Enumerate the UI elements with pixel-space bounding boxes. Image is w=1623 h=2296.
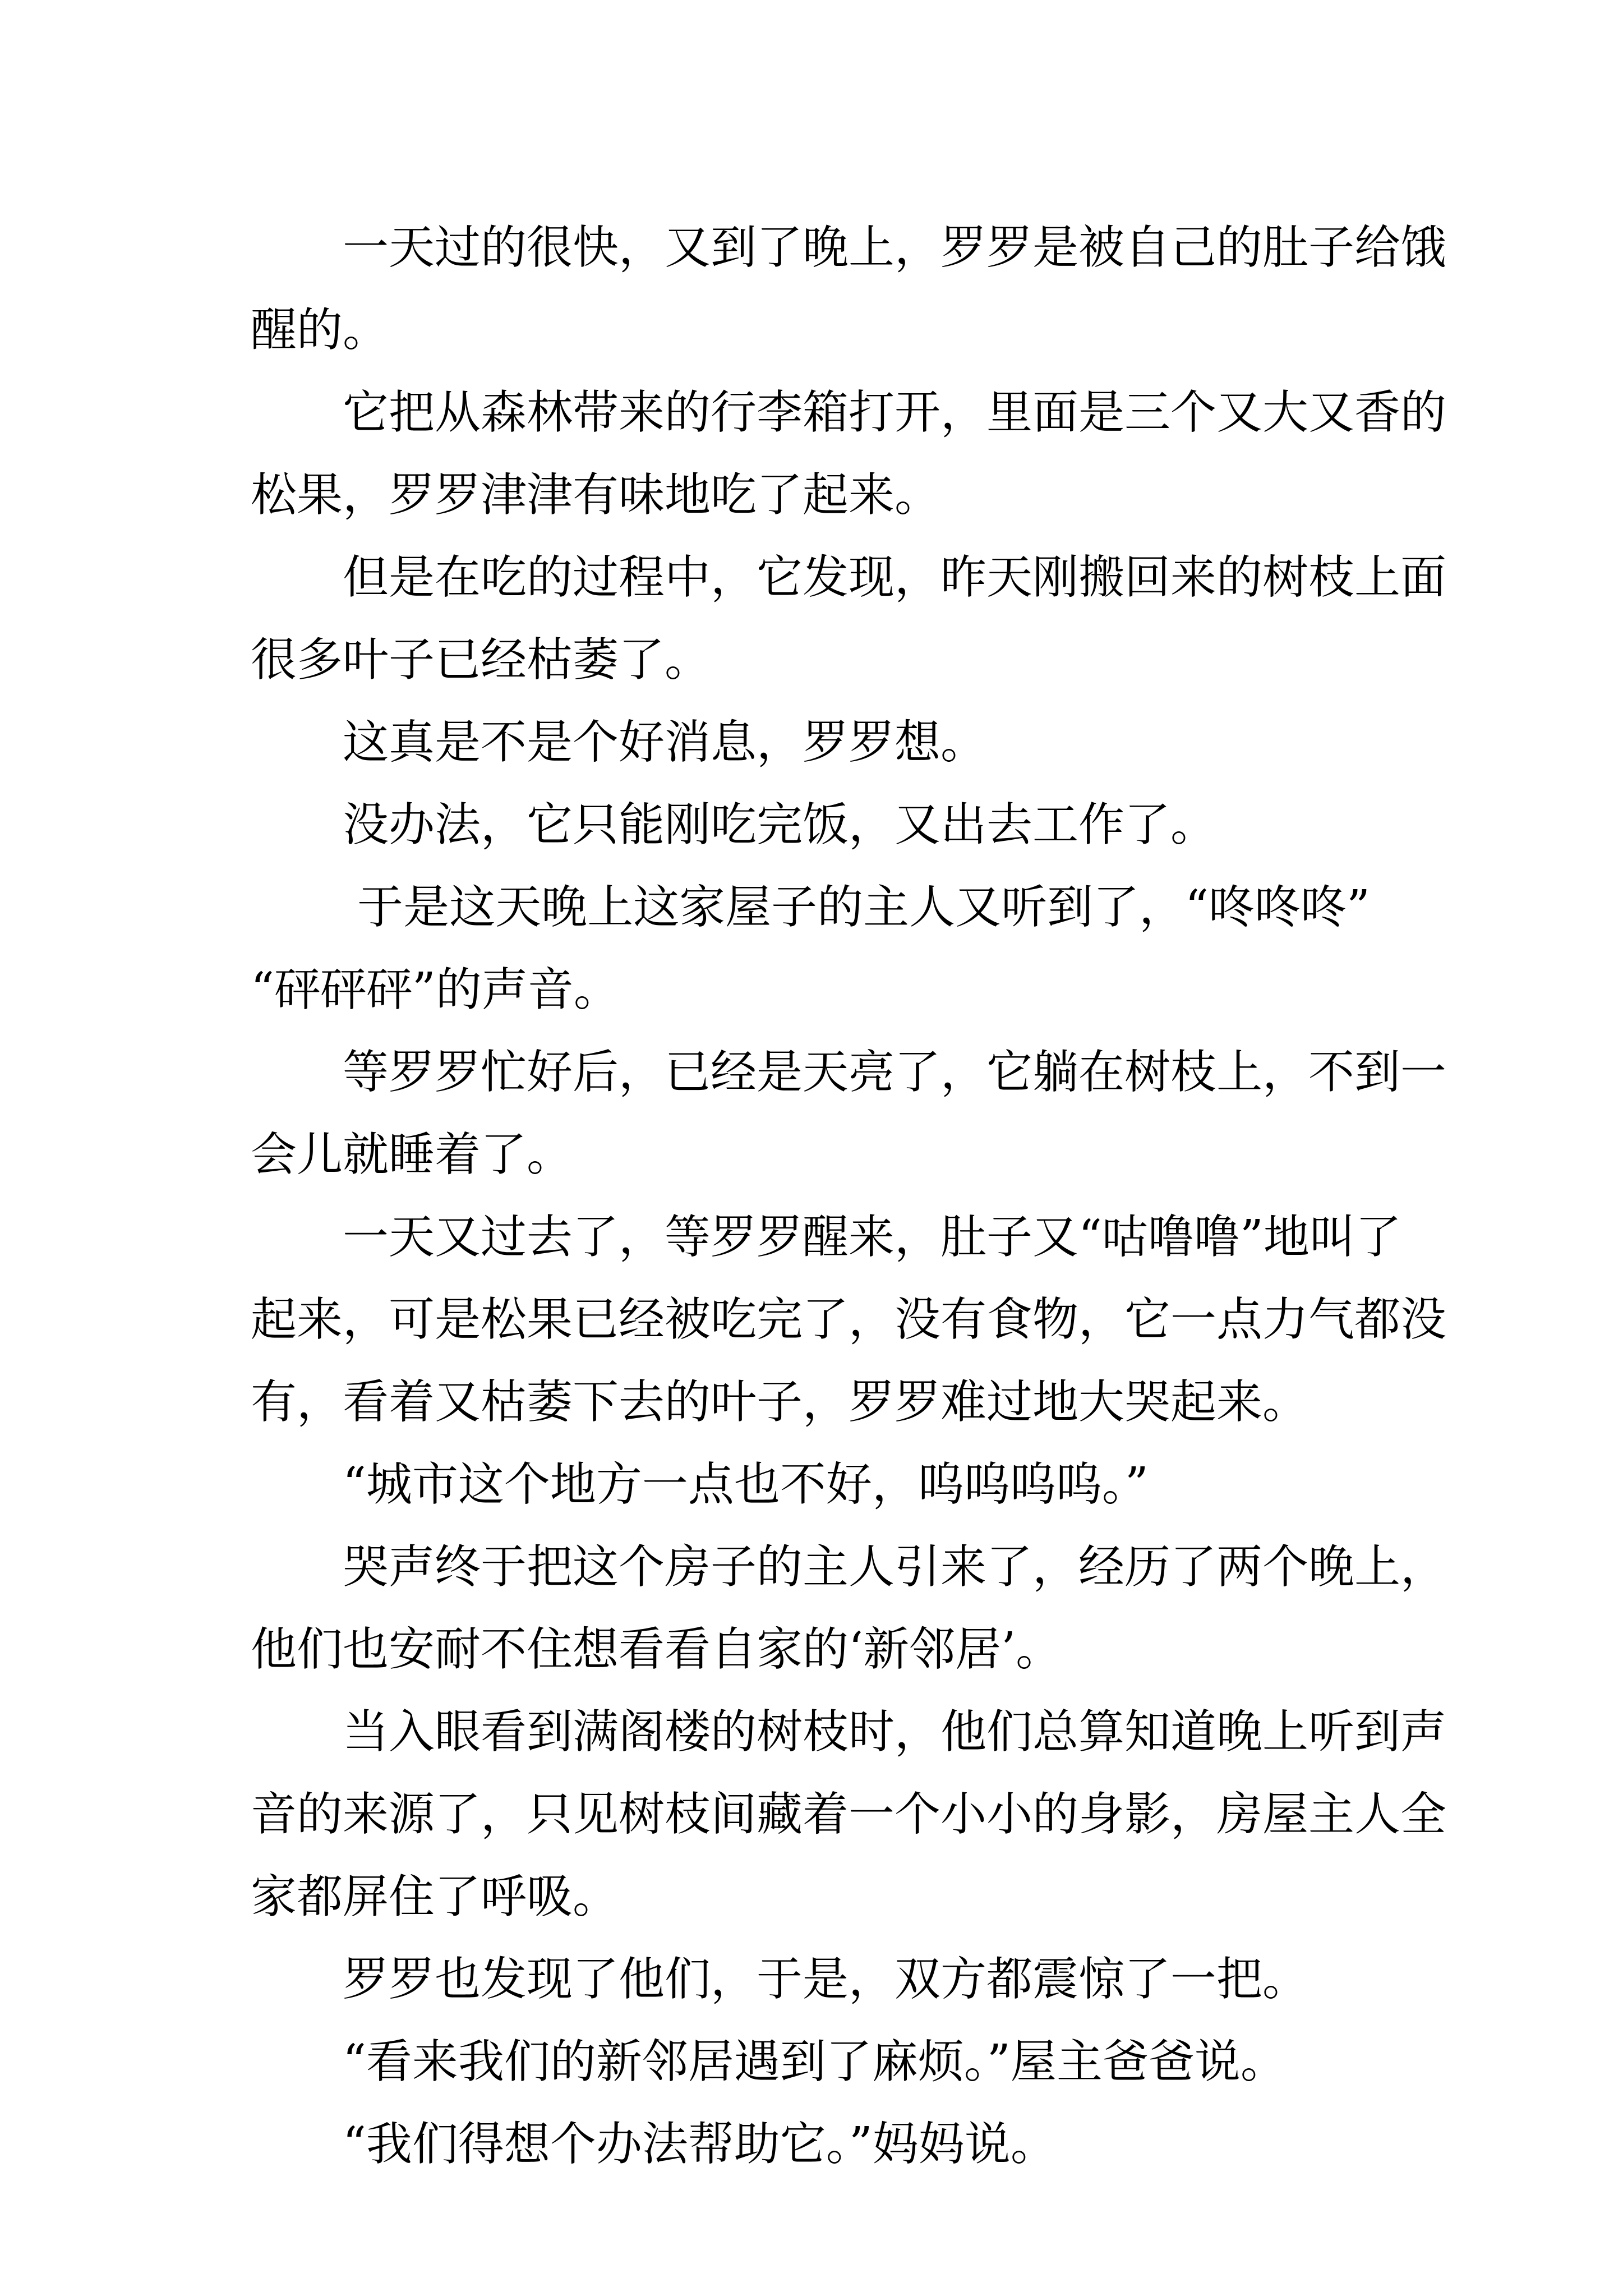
text-line: 当入眼看到满阁楼的树枝时，他们总算知道晚上听到声 (251, 1705, 1447, 1759)
text-line: 音的来源了，只见树枝间藏着一个小小的身影，房屋主人全 (251, 1788, 1447, 1841)
text-line: 一天过的很快，又到了晚上，罗罗是被自己的肚子给饿 (251, 221, 1447, 274)
text-line: 家都屏住了呼吸。 (251, 1870, 619, 1924)
text-line: 会儿就睡着了。 (251, 1128, 573, 1181)
text-line: 起来，可是松果已经被吃完了，没有食物，它一点力气都没 (251, 1293, 1447, 1346)
text-line: 没办法，它只能刚吃完饭，又出去工作了。 (251, 798, 1217, 852)
text-line: 它把从森林带来的行李箱打开，里面是三个又大又香的 (251, 386, 1447, 439)
text-line: “看来我们的新邻居遇到了麻烦。”屋主爸爸说。 (251, 2035, 1287, 2088)
text-line: 醒的。 (251, 303, 389, 357)
text-line: 于是这天晚上这家屋子的主人又听到了，“咚咚咚” (251, 881, 1370, 934)
text-line: 但是在吃的过程中，它发现，昨天刚搬回来的树枝上面 (251, 551, 1447, 604)
text-line: 这真是不是个好消息，罗罗想。 (251, 716, 987, 769)
text-line: “城市这个地方一点也不好，呜呜呜呜。” (251, 1458, 1149, 1511)
text-line: 哭声终于把这个房子的主人引来了，经历了两个晚上， (251, 1540, 1447, 1594)
text-line: 等罗罗忙好后，已经是天亮了，它躺在树枝上，不到一 (251, 1046, 1447, 1099)
text-line: 罗罗也发现了他们，于是，双方都震惊了一把。 (251, 1953, 1309, 2006)
text-line: 松果，罗罗津津有味地吃了起来。 (251, 468, 941, 522)
text-line: “砰砰砰”的声音。 (251, 963, 620, 1016)
text-line: 很多叶子已经枯萎了。 (251, 633, 711, 687)
text-line: 有，看着又枯萎下去的叶子，罗罗难过地大哭起来。 (251, 1375, 1309, 1429)
text-line: 他们也安耐不住想看看自家的‘新邻居’。 (251, 1623, 1062, 1676)
text-line: 一天又过去了，等罗罗醒来，肚子又“咕噜噜”地叫了 (251, 1211, 1401, 1264)
text-line: “我们得想个办法帮助它。”妈妈说。 (251, 2118, 1057, 2171)
story-text (251, 206, 1447, 2185)
